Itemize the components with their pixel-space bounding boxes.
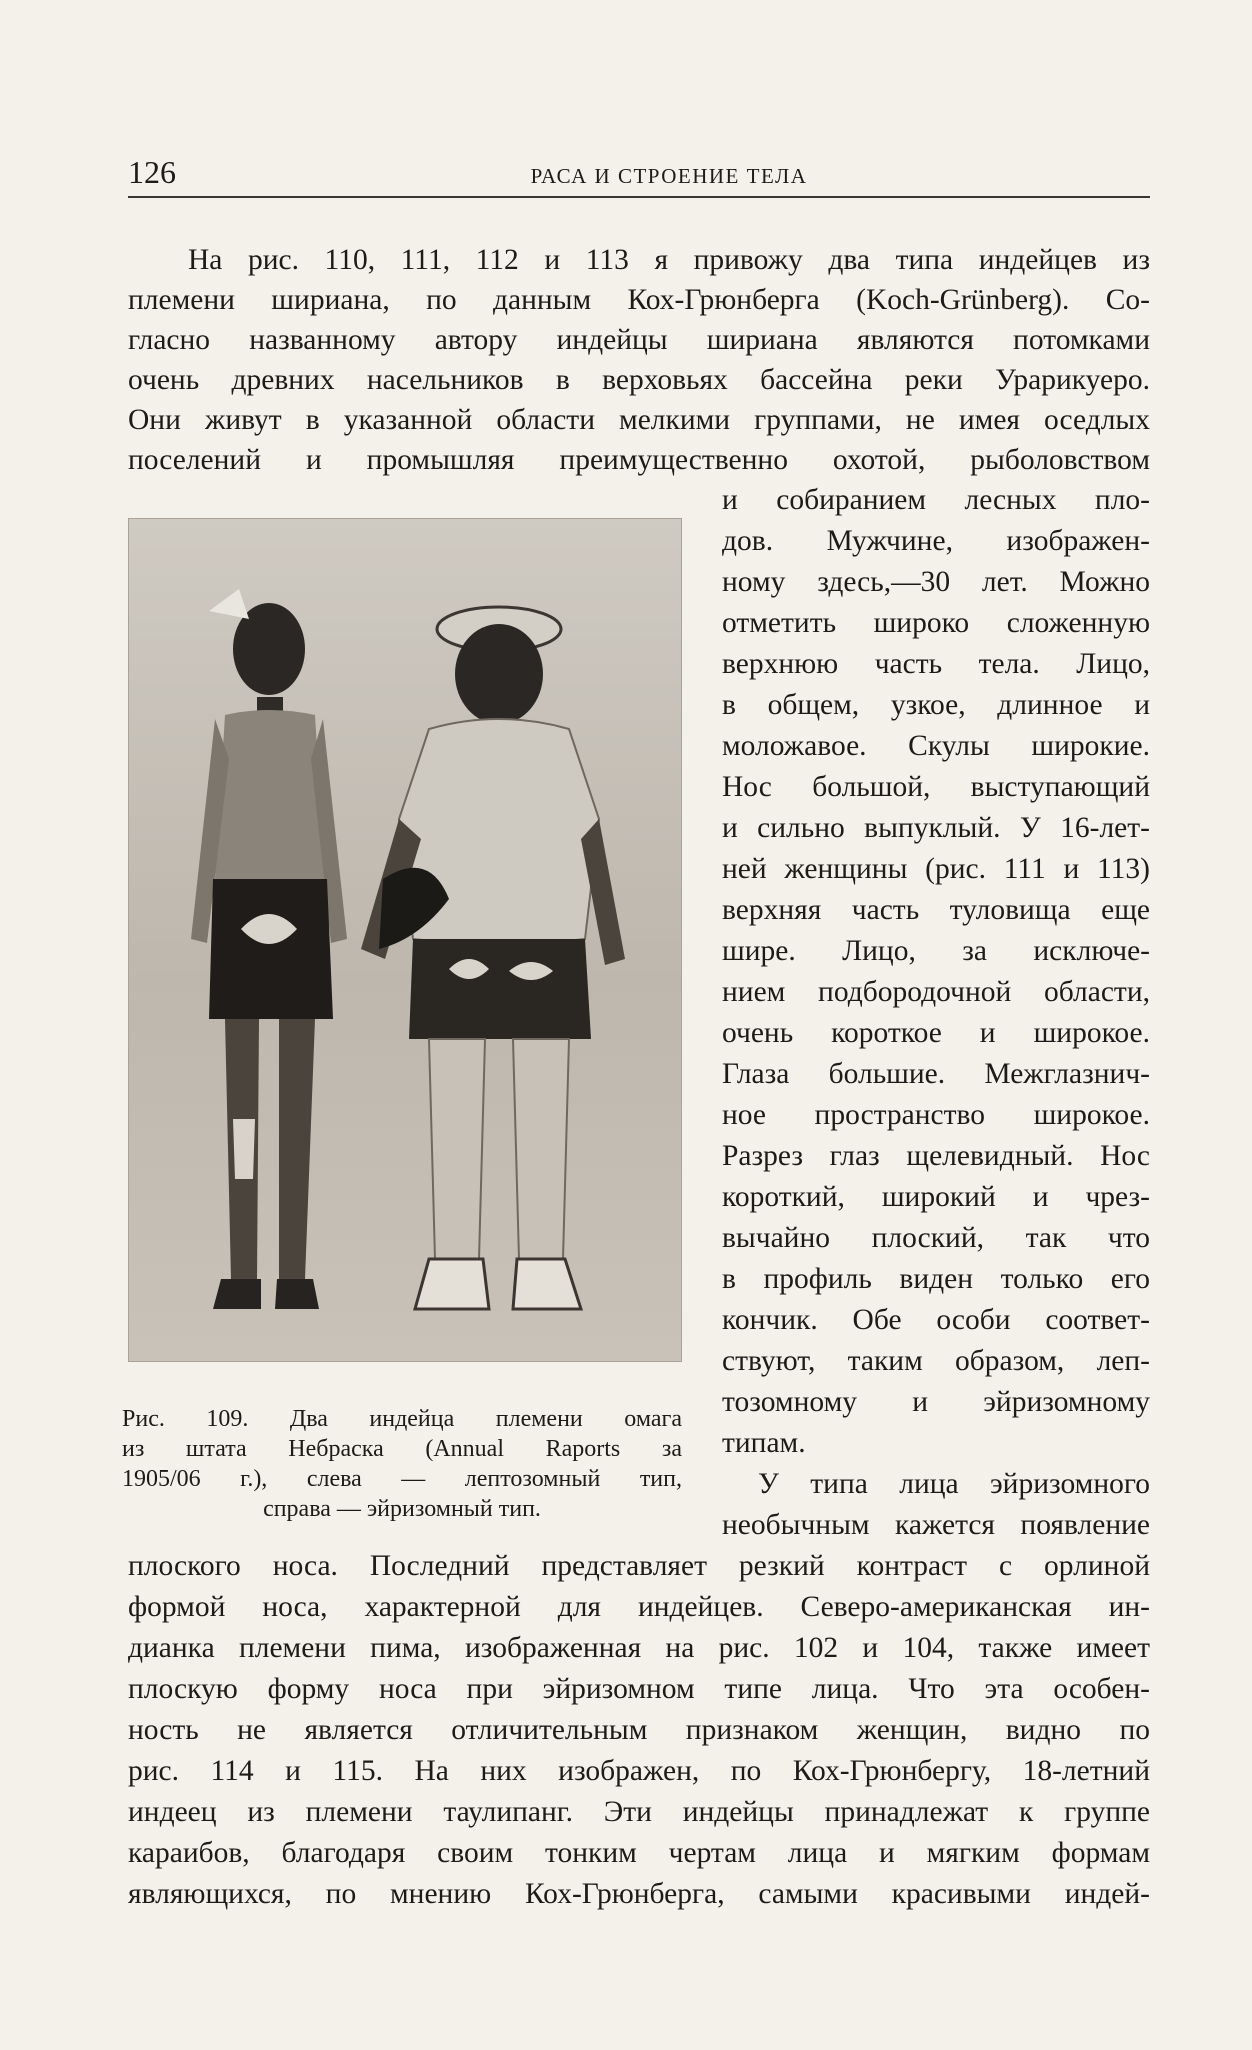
text-line: Разрез глаз щелевидный. Нос — [722, 1140, 1150, 1172]
text-line: У типа лица эйризомного — [758, 1468, 1150, 1500]
text-line: верхнюю часть тела. Лицо, — [722, 648, 1150, 680]
figure-caption-line: 1905/06 г.), слева — лептозомный тип, — [122, 1466, 682, 1492]
text-line: формой носа, характерной для индейцев. Северо-американская ин- — [128, 1591, 1150, 1623]
text-line: На рис. 110, 111, 112 и 113 я привожу два типа индейцев из — [188, 244, 1150, 276]
text-line: дианка племени пима, изображенная на рис. 102 и 104, также имеет — [128, 1632, 1150, 1664]
text-line: ствуют, таким образом, леп- — [722, 1345, 1150, 1377]
text-line: тозомному и эйризомному — [722, 1386, 1150, 1418]
text-line: короткий, широкий и чрез- — [722, 1181, 1150, 1213]
text-line: в профиль виден только его — [722, 1263, 1150, 1295]
figure-caption-line: Рис. 109. Два индейца племени омага — [122, 1406, 682, 1432]
text-line: нием подбородочной области, — [722, 976, 1150, 1008]
text-line: Нос большой, выступающий — [722, 771, 1150, 803]
text-line: поселений и промышляя преимущественно охотой, рыболовством — [128, 444, 1150, 476]
text-line: являющихся, по мнению Кох-Грюнберга, самыми красивыми индей- — [128, 1878, 1150, 1910]
text-line: караибов, благодаря своим тонким чертам лица и мягким формам — [128, 1837, 1150, 1869]
text-line: типам. — [722, 1427, 806, 1459]
text-line: очень древних насельников в верховьях бассейна реки Урарикуеро. — [128, 364, 1150, 396]
text-line: и сильно выпуклый. У 16-лет- — [722, 812, 1150, 844]
running-header — [128, 150, 1150, 198]
figure-caption-line: справа — эйризомный тип. — [263, 1496, 541, 1522]
text-line: очень короткое и широкое. — [722, 1017, 1150, 1049]
running-title: РАСА И СТРОЕНИЕ ТЕЛА — [530, 164, 808, 188]
text-line: отметить широко сложенную — [722, 607, 1150, 639]
text-line: необычным кажется появление — [722, 1509, 1150, 1541]
text-line: Глаза большие. Межглазнич- — [722, 1058, 1150, 1090]
text-line: рис. 114 и 115. На них изображен, по Кох-Грюнбергу, 18-летний — [128, 1755, 1150, 1787]
text-line: ному здесь,—30 лет. Можно — [722, 566, 1150, 598]
text-line: ность не является отличительным признаком женщин, видно по — [128, 1714, 1150, 1746]
text-line: шире. Лицо, за исключе- — [722, 935, 1150, 967]
text-line: Они живут в указанной области мелкими группами, не имея оседлых — [128, 404, 1150, 436]
page-number: 126 — [128, 154, 176, 190]
text-line: в общем, узкое, длинное и — [722, 689, 1150, 721]
figure-caption-line: из штата Небраска (Annual Raports за — [122, 1436, 682, 1462]
text-line: плоскую форму носа при эйризомном типе лица. Что эта особен- — [128, 1673, 1150, 1705]
text-line: племени шириана, по данным Кох-Грюнберга (Koch-Grünberg). Со- — [128, 284, 1150, 316]
text-line: вычайно плоский, так что — [722, 1222, 1150, 1254]
text-line: индеец из племени таулипанг. Эти индейцы принадлежат к группе — [128, 1796, 1150, 1828]
text-line: и собиранием лесных пло- — [722, 484, 1150, 516]
text-line: дов. Мужчине, изображен- — [722, 525, 1150, 557]
text-line: моложавое. Скулы широкие. — [722, 730, 1150, 762]
text-line: верхняя часть туловища еще — [722, 894, 1150, 926]
text-line: кончик. Обе особи соответ- — [722, 1304, 1150, 1336]
figure-photograph — [128, 518, 682, 1362]
text-line: ное пространство широкое. — [722, 1099, 1150, 1131]
text-line: ней женщины (рис. 111 и 113) — [722, 853, 1150, 885]
text-line: плоского носа. Последний представляет резкий контраст с орлиной — [128, 1550, 1150, 1582]
two-men-photo-illustration — [129, 519, 681, 1361]
text-line: гласно названному автору индейцы шириана являются потомками — [128, 324, 1150, 356]
